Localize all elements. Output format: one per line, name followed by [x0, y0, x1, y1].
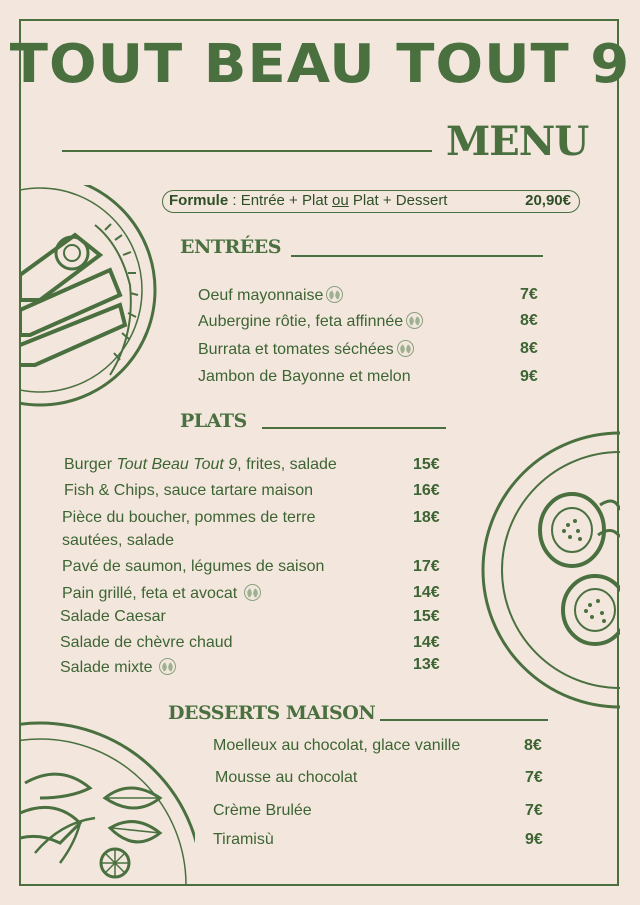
dessert-item: Moelleux au chocolat, glace vanille: [213, 737, 461, 754]
plat-item-line2: sautées, salade: [62, 532, 175, 549]
vegetarian-leaf-icon: [244, 584, 261, 601]
entree-name: Oeuf mayonnaise: [198, 287, 324, 304]
plat-price: 16€: [413, 482, 440, 499]
plat-item: Fish & Chips, sauce tartare maison: [64, 482, 313, 499]
plat-name: Pain grillé, feta et avocat: [62, 585, 238, 602]
dessert-item: Crème Brulée: [213, 802, 312, 819]
formule-price: 20,90€: [525, 192, 571, 209]
plat-price: 17€: [413, 558, 440, 575]
entree-name: Jambon de Bayonne et melon: [198, 368, 411, 385]
formule-banner: [162, 190, 580, 213]
dessert-price: 8€: [524, 737, 542, 754]
plat-name-pre: Burger: [64, 456, 117, 473]
formule-label: Formule: [169, 192, 229, 209]
plat-item: Pavé de saumon, légumes de saison: [62, 558, 325, 575]
section-title-plats: PLATS: [180, 410, 247, 432]
section-line-desserts: [380, 719, 548, 721]
plat-item: [62, 584, 261, 603]
formule-text-1: : Entrée + Plat: [228, 192, 332, 209]
entree-name: Aubergine rôtie, feta affinnée: [198, 313, 404, 330]
plat-name-italic: Tout Beau Tout 9: [116, 456, 238, 473]
plat-item: Pièce du boucher, pommes de terre: [62, 509, 316, 526]
dessert-price: 9€: [525, 831, 543, 848]
vegetarian-leaf-icon: [397, 340, 414, 357]
plat-name-post: , frites, salade: [237, 456, 337, 473]
entree-item: [198, 368, 411, 386]
entree-item: [198, 312, 423, 331]
section-line-plats: [262, 427, 446, 429]
section-line-entrees: [291, 255, 543, 257]
dessert-item: Tiramisù: [213, 831, 274, 848]
plat-item: [64, 456, 337, 474]
formule-text-2: Plat + Dessert: [348, 192, 448, 209]
plat-price: 15€: [413, 456, 440, 473]
plat-price: 18€: [413, 509, 440, 526]
plate-illustration-top-left: [20, 185, 160, 425]
plat-price: 15€: [413, 608, 440, 625]
menu-heading: MENU: [446, 118, 589, 165]
plate-illustration-right: [480, 425, 620, 715]
entree-price: 8€: [520, 312, 538, 329]
plat-item: Salade de chèvre chaud: [60, 634, 233, 651]
dessert-price: 7€: [525, 769, 543, 786]
entree-price: 8€: [520, 340, 538, 357]
plat-item: [60, 658, 176, 677]
entree-item: [198, 286, 343, 305]
vegetarian-leaf-icon: [159, 658, 176, 675]
vegetarian-leaf-icon: [326, 286, 343, 303]
entree-price: 9€: [520, 368, 538, 385]
plat-price: 14€: [413, 634, 440, 651]
section-title-entrees: ENTRÉES: [180, 236, 281, 258]
plat-price: 14€: [413, 584, 440, 601]
menu-divider-line: [62, 150, 432, 152]
entree-name: Burrata et tomates séchées: [198, 341, 394, 358]
vegetarian-leaf-icon: [406, 312, 423, 329]
dessert-item: Mousse au chocolat: [215, 769, 358, 786]
plat-item: Salade Caesar: [60, 608, 166, 625]
plat-price: 13€: [413, 656, 440, 673]
dessert-price: 7€: [525, 802, 543, 819]
plate-illustration-bottom-left: [20, 703, 195, 885]
section-title-desserts: DESSERTS MAISON: [168, 702, 376, 724]
restaurant-title: TOUT BEAU TOUT 9: [9, 33, 631, 96]
plat-name: Salade mixte: [60, 659, 153, 676]
entree-price: 7€: [520, 286, 538, 303]
entree-item: [198, 340, 414, 359]
formule-ou: ou: [332, 192, 349, 209]
